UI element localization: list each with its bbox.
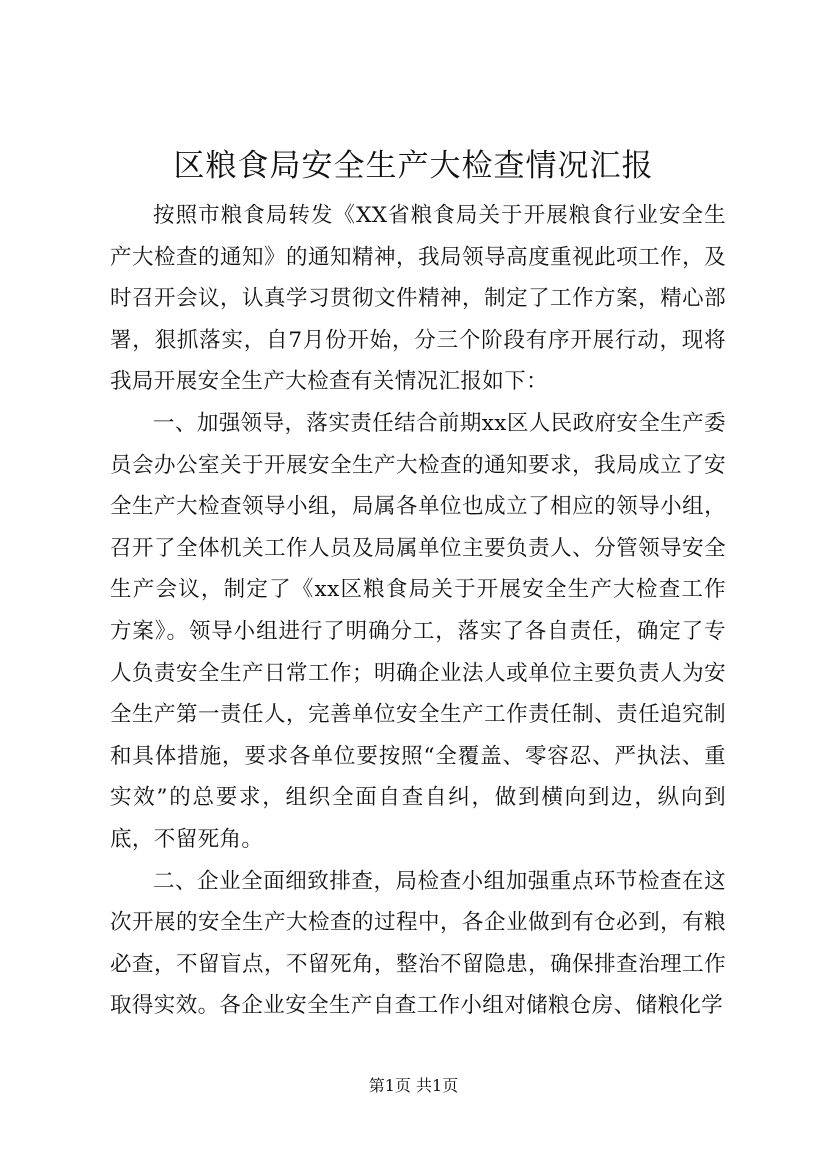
document-title: 区粮食局安全生产大检查情况汇报 <box>173 148 654 184</box>
paragraph-section-one: 一、加强领导，落实责任结合前期xx区人民政府安全生产委员会办公室关于开展安全生产大检查的通知要求，我局成立了安全生产大检查领导小组，局属各单位也成立了相应的领导小组，召开了全体机关工作人员及局属单位主要负责人、分管领导安全生产会议，制定了《xx区粮食局关于开展安全生产大检查工作方案》。领导小组进行了明确分工，落实了各自责任，确定了专人负责安全生产日常工作；明确企业法人或单位主要负责人为安全生产第一责任人，完善单位安全生产工作责任制、责任追究制和具体措施，要求各单位要按照“全覆盖、零容忍、严执法、重实效”的总要求，组织全面自查自纠，做到横向到边，纵向到底，不留死角。 <box>110 410 726 852</box>
document-body <box>110 195 726 1027</box>
paragraph-section-two: 二、企业全面细致排查，局检查小组加强重点环节检查在这次开展的安全生产大检查的过程中，各企业做到有仓必到，有粮必查，不留盲点，不留死角，整治不留隐患，确保排查治理工作取得实效。各企业安全生产自查工作小组对储粮仓房、储粮化学 <box>110 868 726 1019</box>
paragraph-intro: 按照市粮食局转发《XX省粮食局关于开展粮食行业安全生产大检查的通知》的通知精神，我局领导高度重视此项工作，及时召开会议，认真学习贯彻文件精神，制定了工作方案，精心部署，狠抓落实，自7月份开始，分三个阶段有序开展行动，现将我局开展安全生产大检查有关情况汇报如下： <box>110 203 726 395</box>
page-number-footer: 第1页 共1页 <box>368 1076 459 1095</box>
